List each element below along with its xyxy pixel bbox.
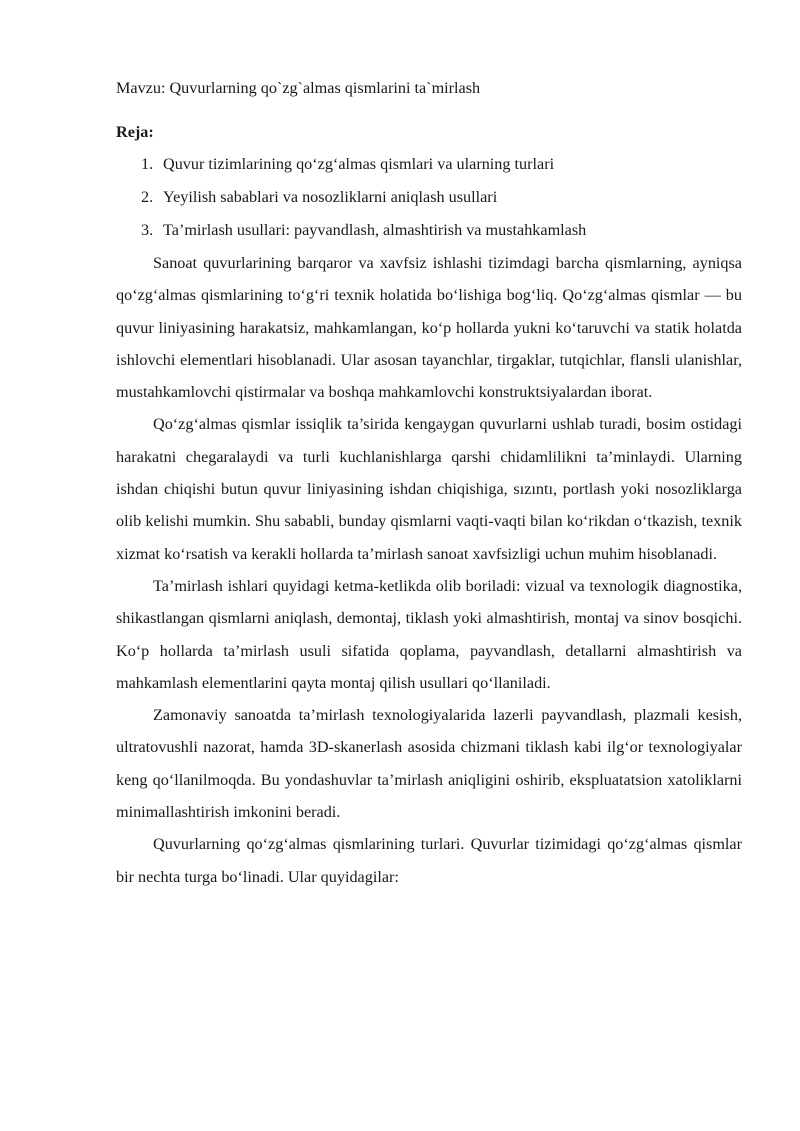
body-paragraph: Sanoat quvurlarining barqaror va xavfsiz ishlashi tizimdagi barcha qismlarning, ayniqsa qo‘zg‘almas qismlarining to‘g‘ri texnik holatida bo‘lishiga bog‘liq. Qo‘zg‘almas qismlar — bu quvur liniyasining harakatsiz, mahkamlangan, ko‘p hollarda yukni ko‘taruvchi va statik holatda ishlovchi elementlari hisoblanadi. Ular asosan tayanchlar, tirgaklar, tutqichlar, flansli ulanishlar, mustahkamlovchi qistirmalar va boshqa mahkamlovchi konstruktsiyalardan iborat. [116, 254, 742, 402]
plan-item [116, 148, 742, 181]
plan-heading: Reja: [116, 123, 154, 141]
plan-item-text: Yeyilish sabablari va nosozliklarni aniqlash usullari [163, 188, 498, 206]
plan-list [116, 148, 742, 247]
body-paragraph: Zamonaviy sanoatda ta’mirlash texnologiyalarida lazerli payvandlash, plazmali kesish, ultratovushli nazorat, hamda 3D-skanerlash asosida chizmani tiklash kabi ilg‘or texnologiyalar keng qo‘llanilmoqda. Bu yondashuvlar ta’mirlash aniqligini oshirib, ekspluatatsion xatoliklarni minimallashtirish imkonini beradi. [116, 706, 742, 822]
plan-item-text: Ta’mirlash usullari: payvandlash, almashtirish va mustahkamlash [163, 221, 587, 239]
plan-item-number: 2. [141, 188, 154, 206]
plan-item-text: Quvur tizimlarining qo‘zg‘almas qismlari va ularning turlari [163, 155, 555, 173]
document-topic: Mavzu: Quvurlarning qo`zg`almas qismlarini ta`mirlash [116, 79, 481, 97]
plan-item-number: 3. [141, 221, 154, 239]
body-paragraph: Quvurlarning qo‘zg‘almas qismlarining turlari. Quvurlar tizimidagi qo‘zg‘almas qismlar bir nechta turga bo‘linadi. Ular quyidagilar: [116, 835, 742, 886]
plan-item [116, 181, 742, 214]
plan-item [116, 214, 742, 247]
body-paragraph: Qo‘zg‘almas qismlar issiqlik ta’sirida kengaygan quvurlarni ushlab turadi, bosim ostidagi harakatni chegaralaydi va turli kuchlanishlarga qarshi chidamlilikni ta’minlaydi. Ularning ishdan chiqishi butun quvur liniyasining ishdan chiqishiga, sızıntı, portlash yoki nosozliklarga olib kelishi mumkin. Shu sababli, bunday qismlarni vaqti-vaqti bilan ko‘rikdan o‘tkazish, texnik xizmat ko‘rsatish va kerakli hollarda ta’mirlash sanoat xavfsizligi uchun muhim hisoblanadi. [116, 415, 742, 563]
document-page [116, 74, 742, 893]
body-paragraph: Ta’mirlash ishlari quyidagi ketma-ketlikda olib boriladi: vizual va texnologik diagnostika, shikastlangan qismlarni aniqlash, demontaj, tiklash yoki almashtirish, montaj va sinov bosqichi. Ko‘p hollarda ta’mirlash usuli sifatida qoplama, payvandlash, detallarni almashtirish va mahkamlash elementlarini qayta montaj qilish usullari qo‘llaniladi. [116, 576, 742, 692]
plan-item-number: 1. [141, 155, 154, 173]
